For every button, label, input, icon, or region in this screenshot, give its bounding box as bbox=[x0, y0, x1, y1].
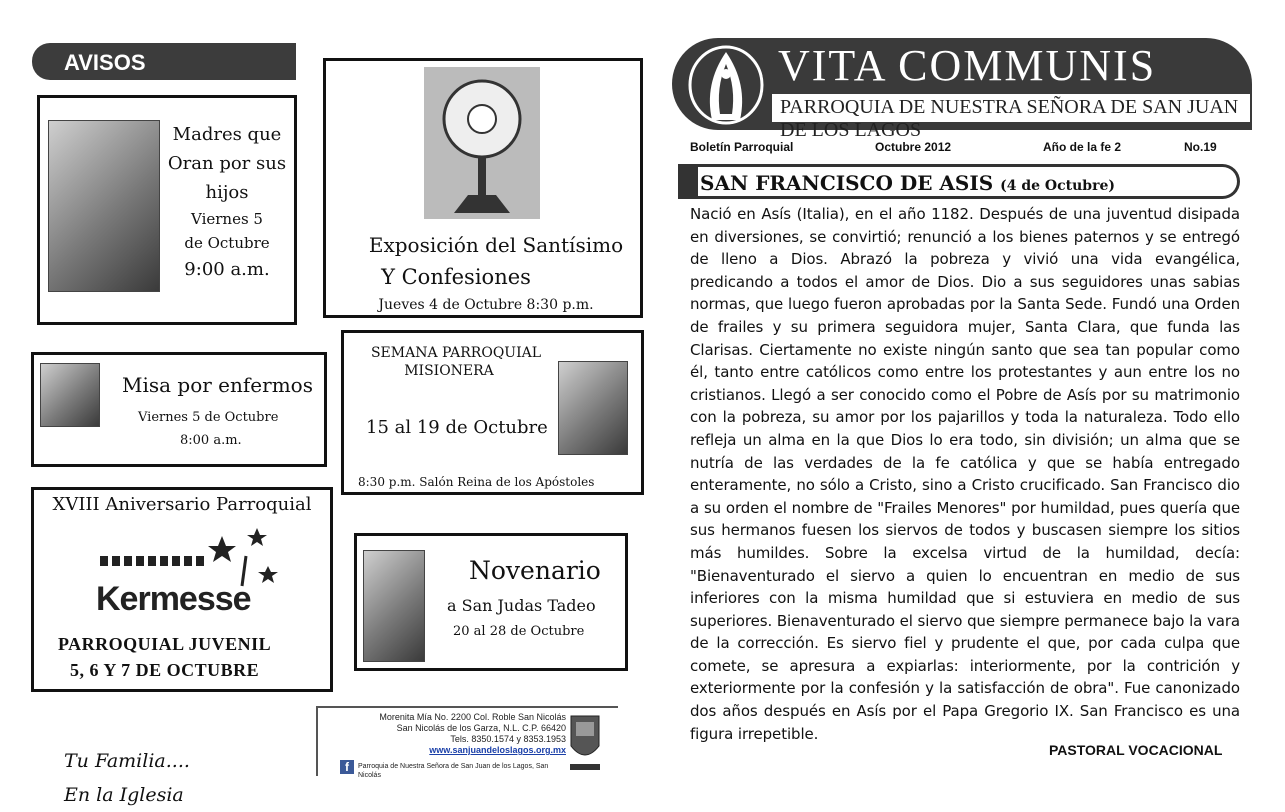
kermesse-logo-text: Kermesse bbox=[96, 580, 251, 618]
novenario-box bbox=[354, 533, 628, 671]
misa-title: Misa por enfermos bbox=[122, 373, 313, 397]
semana-time: 8:30 p.m. Salón Reina de los Apóstoles bbox=[358, 475, 595, 489]
article-signature: PASTORAL VOCACIONAL bbox=[1049, 742, 1223, 758]
madres-line-3: hijos bbox=[205, 182, 249, 203]
walking-feet-photo bbox=[558, 361, 628, 455]
article-body: Nació en Asís (Italia), en el año 1182. Después de una juventud disipada en diversiones, se convirtió; renunció a los bienes paternos y se entregó de lleno a Dios. Abrazó la pobreza y vivió una vida evangélica, predicando a todos el amor de Dios. Dio a sus seguidores unas sabias normas, que luego fueron aprobadas por la Santa Sede. Fundó una Orden de frailes y su primera seguidora mujer, Santa Clara, que funda las Clarisas. Ciertamente no existe ningún santo que sea tan popular como él, tanto entre católicos como entre los protestantes y aun entre los no cristianos. Llegó a ser conocido como el Pobre de Asís por su matrimonio con la pobreza, su amor por los pajarillos y toda la naturaleza. Todo ello refleja un alma en la que Dios lo era todo, sin división; un alma que se nutría de las verdades de la fe católica y que se había entregado enteramente, no sólo a Cristo, sino a Cristo crucificado. San Francisco dio a su orden el nombre de "Frailes Menores" por humildad, pues quería que sus hermanos fuesen los siervos de todos y buscasen siempre los sitios más humildes. Sobre la excelsa virtud de la humildad, decía: "Bienaventurado el siervo a quien lo encuentran en medio de sus inferiores con la misma humildad que si estuviera en medio de sus superiores. Bienaventurado el siervo que siempre permanece bajo la vara de la corrección. Es siervo fiel y prudente el que, por cada culpa que comete, se apresura a expiarlas: interiormente, por la contrición y exteriormente por la confesión y la satisfacción de obra". Fue canonizado dos años después en Asís por el Papa Gregorio IX. San Francisco es una figura irrepetible. bbox=[690, 205, 1240, 743]
footer-address bbox=[318, 712, 566, 756]
exposicion-title-2: Y Confesiones bbox=[381, 265, 531, 289]
footer-divider bbox=[316, 706, 618, 708]
aniversario-box bbox=[31, 487, 333, 692]
meta-month: Octubre 2012 bbox=[875, 140, 952, 154]
madres-text bbox=[160, 120, 294, 285]
aniversario-sub-1: PARROQUIAL JUVENIL bbox=[58, 634, 272, 654]
exposicion-date: Jueves 4 de Octubre 8:30 p.m. bbox=[378, 297, 594, 313]
madres-line-6: 9:00 a.m. bbox=[184, 259, 270, 280]
virgin-logo-icon bbox=[686, 44, 766, 126]
exposicion-title-1: Exposición del Santísimo bbox=[368, 233, 624, 257]
praying-woman-photo bbox=[48, 120, 160, 292]
masthead-title: VITA COMMUNIS bbox=[778, 41, 1157, 90]
article-heading-date: (4 de Octubre) bbox=[1000, 178, 1115, 194]
meta-bulletin: Boletín Parroquial bbox=[690, 140, 794, 154]
footer-facebook-text[interactable]: Parroquia de Nuestra Señora de San Juan de los Lagos, San Nicolás bbox=[358, 763, 549, 779]
aniversario-title: XVIII Aniversario Parroquial bbox=[52, 494, 312, 515]
monstrance-image bbox=[424, 67, 540, 219]
misa-box bbox=[31, 352, 327, 467]
motto-line-1: Tu Familia.... bbox=[64, 750, 190, 772]
facebook-icon[interactable]: f bbox=[340, 760, 354, 774]
madres-line-5: de Octubre bbox=[184, 234, 270, 252]
saint-visiting-sick-photo bbox=[40, 363, 100, 427]
semana-box bbox=[341, 330, 644, 495]
avisos-tab bbox=[32, 43, 296, 80]
novenario-sub: a San Judas Tadeo bbox=[447, 596, 596, 615]
semana-title-1: SEMANA PARROQUIAL bbox=[370, 345, 542, 361]
article-heading-text: SAN FRANCISCO DE ASIS bbox=[700, 171, 994, 195]
footer-address-2: San Nicolás de los Garza, N.L. C.P. 66420 bbox=[396, 723, 566, 733]
madres-line-2: Oran por sus bbox=[167, 153, 287, 174]
aniversario-sub-2: 5, 6 Y 7 DE OCTUBRE bbox=[70, 660, 260, 680]
misa-time: 8:00 a.m. bbox=[180, 433, 242, 448]
misa-date: Viernes 5 de Octubre bbox=[138, 410, 279, 425]
madres-line-1: Madres que bbox=[172, 124, 282, 145]
motto bbox=[64, 744, 190, 812]
exposicion-box bbox=[323, 58, 643, 318]
novenario-dates: 20 al 28 de Octubre bbox=[453, 624, 585, 639]
semana-dates: 15 al 19 de Octubre bbox=[366, 417, 548, 438]
section-heading-bar-cap bbox=[678, 164, 698, 199]
parish-crest-icon bbox=[568, 712, 602, 772]
avisos-label: AVISOS bbox=[64, 50, 146, 75]
footer-address-1: Morenita Mía No. 2200 Col. Roble San Nicolás bbox=[379, 712, 566, 722]
meta-number: No.19 bbox=[1184, 140, 1217, 154]
semana-title-2: MISIONERA bbox=[404, 363, 494, 379]
san-judas-tadeo-photo bbox=[363, 550, 425, 662]
masthead-subtitle: PARROQUIA DE NUESTRA SEÑORA DE SAN JUAN DE LOS LAGOS bbox=[772, 94, 1250, 122]
article-heading bbox=[700, 171, 1115, 195]
motto-line-2: En la Iglesia bbox=[64, 784, 184, 806]
meta-year-faith: Año de la fe 2 bbox=[1043, 140, 1122, 154]
footer-website-link[interactable]: www.sanjuandeloslagos.org.mx bbox=[429, 745, 566, 755]
novenario-title: Novenario bbox=[469, 556, 601, 585]
footer-phones: Tels. 8350.1574 y 8353.1953 bbox=[450, 734, 566, 744]
madres-line-4: Viernes 5 bbox=[191, 210, 263, 228]
madres-box bbox=[37, 95, 297, 325]
